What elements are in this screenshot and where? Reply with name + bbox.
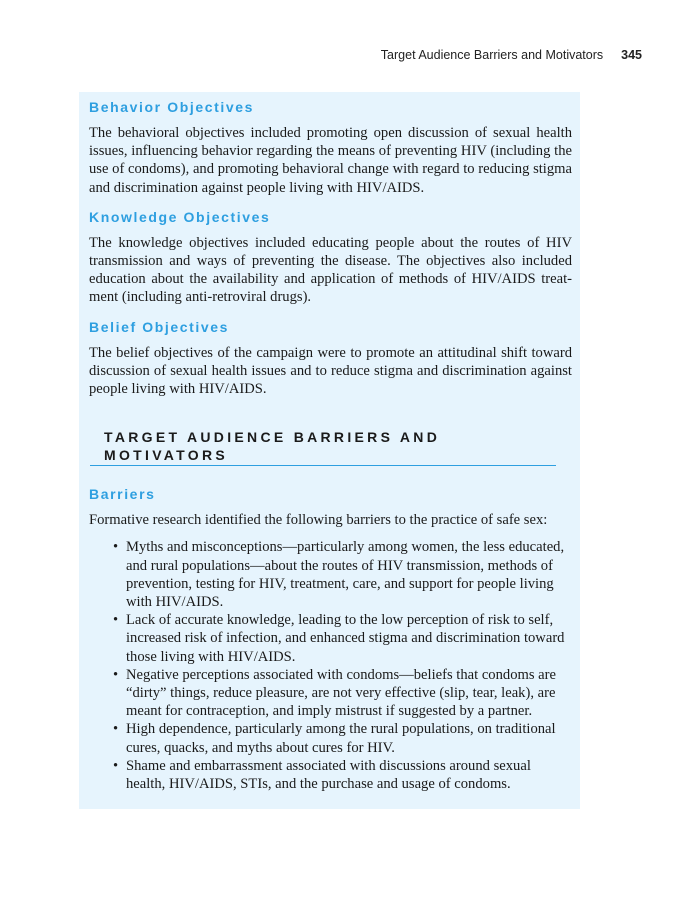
list-item-text: Lack of accurate knowledge, leading to the low perception of risk to self, increased risk of infection, and enhanced stigma and discrimination toward those living with HIV/AIDS. bbox=[126, 612, 565, 665]
barriers-list bbox=[89, 538, 572, 793]
page-number: 345 bbox=[621, 48, 642, 62]
list-item bbox=[113, 611, 572, 666]
running-head bbox=[381, 48, 642, 62]
belief-objectives-text: The belief objectives of the campaign were to promote an attitudinal shift toward discussion of sexual health issues and to reduce stigma and discrimination against people living with HIV/AIDS. bbox=[89, 344, 572, 398]
list-item-text: Shame and embarrassment associated with discussions around sexual health, HIV/AIDS, STIs, and the purchase and usage of condoms. bbox=[126, 757, 531, 793]
bullet-icon: • bbox=[113, 721, 119, 738]
bullet-icon: • bbox=[113, 612, 119, 629]
knowledge-objectives-heading: Knowledge Objectives bbox=[89, 208, 271, 225]
list-item bbox=[113, 720, 572, 756]
list-item-text: High dependence, particularly among the rural populations, on traditional cures, quacks, and myths about cures for HIV. bbox=[126, 721, 556, 756]
behavior-objectives-heading: Behavior Objectives bbox=[89, 99, 255, 115]
running-head-title: Target Audience Barriers and Motivators bbox=[380, 48, 604, 62]
list-item bbox=[113, 666, 572, 721]
behavior-objectives-text: The behavioral objectives included promoting open discussion of sexual health issues, influencing behavior regarding the means of preventing HIV (including the use of condoms), and promoting behavioral change with regard to reducing stigma and discrimination against people living with HIV/AIDS. bbox=[89, 125, 572, 196]
bullet-icon: • bbox=[113, 539, 119, 556]
bullet-icon: • bbox=[113, 666, 119, 683]
section-heading: TARGET AUDIENCE BARRIERS AND MOTIVATORS bbox=[90, 428, 556, 466]
knowledge-objectives-text: The knowledge objectives included educating people about the routes of HIV transmission and ways of preventing the disease. The objectives also included education about the availability and application of methods of HIV/AIDS treatment (including anti-retroviral drugs). bbox=[89, 234, 572, 306]
list-item bbox=[113, 757, 572, 793]
main-content bbox=[89, 97, 572, 793]
barriers-intro: Formative research identified the following barriers to the practice of safe sex: bbox=[89, 512, 548, 529]
barriers-heading: Barriers bbox=[89, 486, 156, 503]
list-item-text: Negative perceptions associated with condoms—beliefs that condoms are “dirty” things, reduce pleasure, are not very effective (slip, tear, leak), are meant for contraception, and imply mistrust if suggested by a partner. bbox=[126, 666, 556, 720]
list-item-text: Myths and misconceptions—particularly among women, the less educated, and rural populations—about the routes of HIV transmission, methods of prevention, testing for HIV, treatment, care, and support for people living with HIV/AIDS. bbox=[126, 539, 565, 611]
belief-objectives-heading: Belief Objectives bbox=[89, 318, 230, 335]
bullet-icon: • bbox=[113, 757, 119, 774]
list-item bbox=[113, 538, 572, 611]
